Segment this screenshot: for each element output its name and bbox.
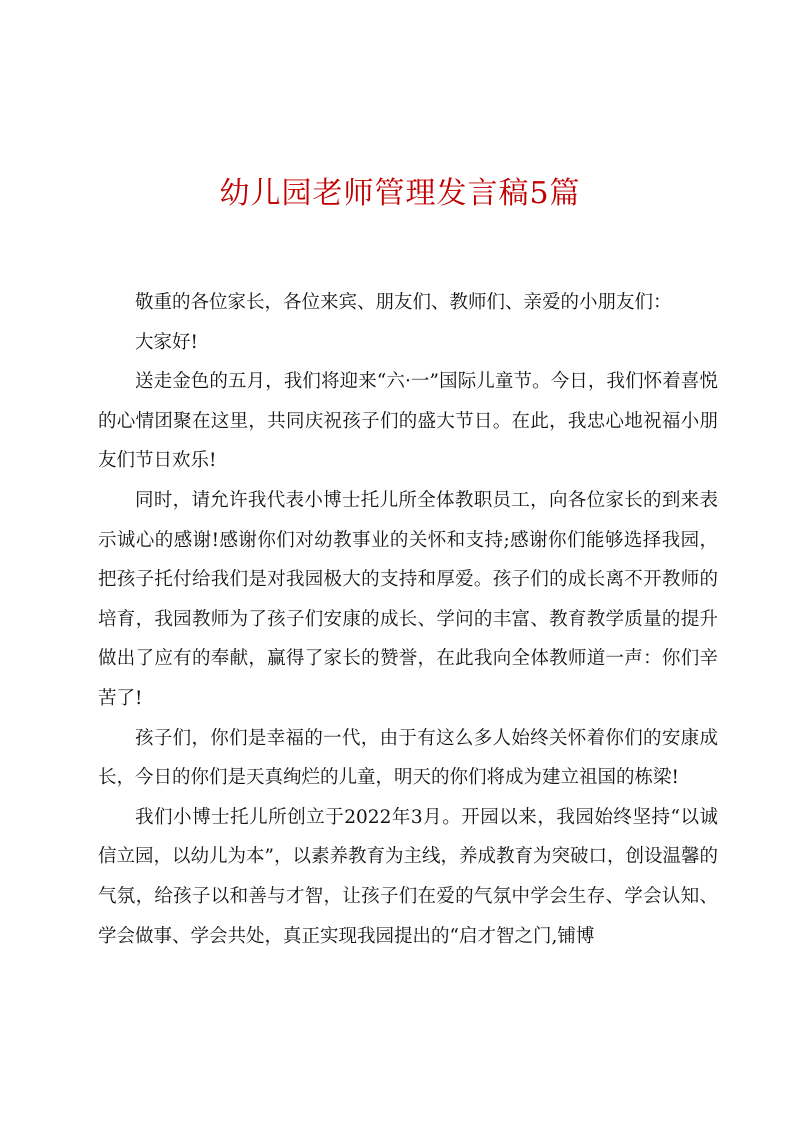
body-paragraph: 我们小博士托儿所创立于2022年3月。开园以来，我园始终坚持“以诚信立园，以幼儿为本”，以素养教育为主线，养成教育为突破口，创设温馨的气氛，给孩子以和善与才智，让孩子们在爱的气氛中学会生存、学会认知、学会做事、学会共处，真正实现我园提出的“启才智之门,铺博: [98, 806, 718, 947]
salutation-paragraph: 敬重的各位家长，各位来宾、朋友们、教师们、亲爱的小朋友们：: [135, 292, 672, 313]
body-paragraph: 同时，请允许我代表小博士托儿所全体教职员工，向各位家长的到来表示诚心的感谢!感谢你们对幼教事业的关怀和支持;感谢你们能够选择我园，把孩子托付给我们是对我园极大的支持和厚爱。孩子们的成长离不开教师的培育，我园教师为了孩子们安康的成长、学问的丰富、教育教学质量的提升做出了应有的奉献，赢得了家长的赞誉，在此我向全体教师道一声：你们辛苦了!: [98, 489, 718, 709]
greeting-paragraph: 大家好!: [135, 331, 198, 353]
body-paragraph: 送走金色的五月，我们将迎来“六·一”国际儿童节。今日，我们怀着喜悦的心情团聚在这里，共同庆祝孩子们的盛大节日。在此，我忠心地祝福小朋友们节日欢乐!: [98, 371, 718, 472]
document-title: 幼儿园老师管理发言稿5篇: [219, 176, 581, 211]
document-body: [98, 283, 718, 956]
body-paragraph: 孩子们，你们是幸福的一代，由于有这么多人始终关怀着你们的安康成长，今日的你们是天真绚烂的儿童，明天的你们将成为建立祖国的栋梁!: [98, 727, 718, 789]
